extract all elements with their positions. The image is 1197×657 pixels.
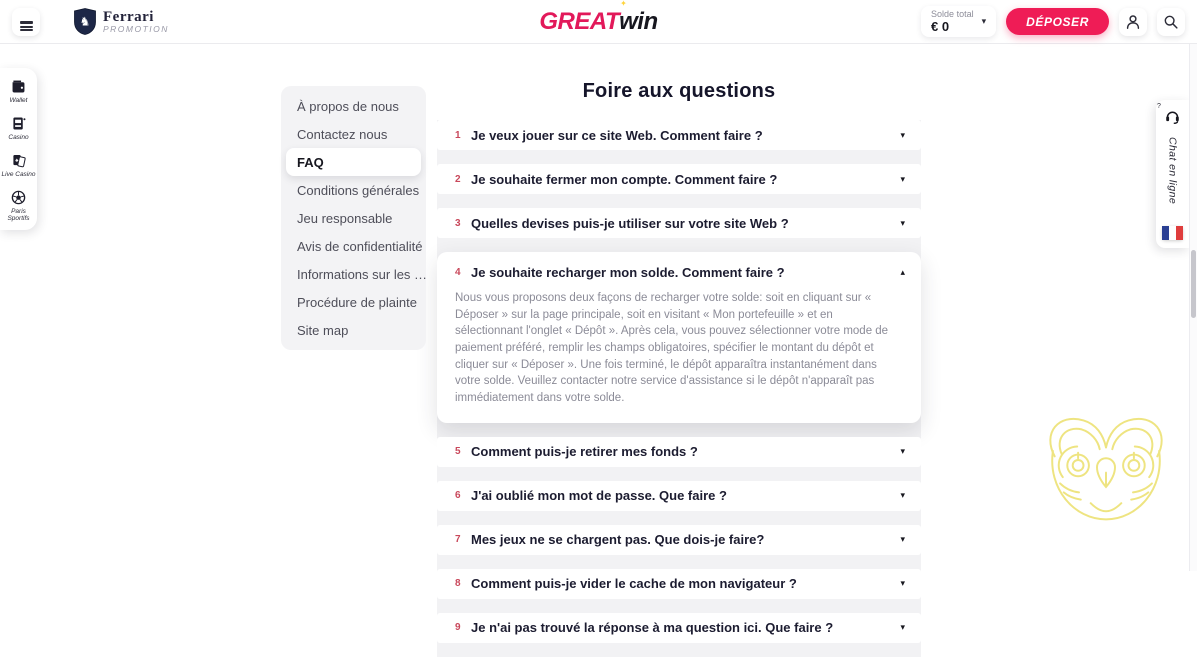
sidebar-item-label: Paris Sportifs xyxy=(7,208,30,222)
caret-down-icon: ▾ xyxy=(981,16,987,26)
sidebar-item-wallet[interactable] xyxy=(10,78,28,104)
brand-subtitle: PROMOTION xyxy=(103,23,169,34)
nav-item[interactable] xyxy=(286,176,421,204)
faq-number: 6 xyxy=(455,490,461,502)
faq-number: 9 xyxy=(455,622,461,634)
chat-badge: ? xyxy=(1157,103,1161,110)
ferrari-shield-icon xyxy=(74,8,96,35)
nav-item[interactable] xyxy=(286,148,421,176)
chevron-icon[interactable] xyxy=(900,535,905,544)
chevron-icon[interactable] xyxy=(900,491,905,500)
sidebar-item-casino[interactable] xyxy=(8,115,28,141)
nav-item-label: Procédure de plainte xyxy=(297,294,417,310)
faq-question: Je n'ai pas trouvé la réponse à ma question ici. Que faire ? xyxy=(471,620,834,636)
info-pages-nav xyxy=(281,86,426,350)
faq-number: 3 xyxy=(455,217,461,229)
balance-value: € 0 xyxy=(931,19,950,34)
nav-item[interactable] xyxy=(286,204,421,232)
balance-dropdown[interactable] xyxy=(921,6,996,37)
nav-item-label: Contactez nous xyxy=(297,126,388,142)
faq-question: Quelles devises puis-je utiliser sur votre site Web ? xyxy=(471,215,789,231)
soccer-ball-icon xyxy=(10,189,27,206)
faq-item xyxy=(437,208,921,238)
faq-question-row[interactable] xyxy=(437,252,921,288)
nav-item[interactable] xyxy=(286,316,421,344)
faq-question: Mes jeux ne se chargent pas. Que dois-je faire? xyxy=(471,532,765,548)
sidebar-item-live-casino[interactable] xyxy=(2,152,36,178)
top-header xyxy=(0,0,1197,44)
faq-item xyxy=(437,120,921,150)
chevron-icon[interactable] xyxy=(900,175,905,184)
nav-item-label: Avis de confidentialité xyxy=(297,238,423,254)
faq-number: 5 xyxy=(455,446,461,458)
faq-question-row[interactable] xyxy=(437,525,921,555)
balance-label: Solde total xyxy=(931,9,974,19)
ferrari-promotion-logo[interactable] xyxy=(74,8,169,35)
headset-support-icon xyxy=(1164,108,1181,125)
owl-watermark-logo xyxy=(1038,406,1174,532)
sidebar-item-label: Casino xyxy=(8,134,29,141)
chevron-icon[interactable] xyxy=(900,131,905,140)
faq-question-row[interactable] xyxy=(437,481,921,511)
language-flag-france[interactable] xyxy=(1162,226,1183,240)
nav-item[interactable] xyxy=(286,120,421,148)
faq-question-row[interactable] xyxy=(437,613,921,643)
chevron-icon[interactable] xyxy=(900,219,905,228)
spark-icon: ✦ xyxy=(620,0,627,8)
page-title: Foire aux questions xyxy=(582,80,776,102)
faq-accordion xyxy=(437,120,921,657)
nav-item[interactable] xyxy=(286,288,421,316)
faq-question: Je veux jouer sur ce site Web. Comment faire ? xyxy=(471,127,763,143)
faq-item xyxy=(437,613,921,643)
horse-icon: ♞ xyxy=(79,14,91,29)
search-button[interactable] xyxy=(1157,8,1185,36)
live-chat-tab[interactable] xyxy=(1156,100,1189,248)
faq-question-row[interactable] xyxy=(437,164,921,194)
nav-item[interactable] xyxy=(286,232,421,260)
faq-question-row[interactable] xyxy=(437,437,921,467)
faq-item xyxy=(437,569,921,599)
search-icon xyxy=(1162,13,1180,31)
svg-text:♠: ♠ xyxy=(15,158,19,165)
faq-question: Je souhaite recharger mon solde. Comment faire ? xyxy=(471,264,785,280)
faq-number: 2 xyxy=(455,173,461,185)
faq-number: 1 xyxy=(455,129,461,141)
faq-question-row[interactable] xyxy=(437,569,921,599)
nav-item[interactable] xyxy=(286,92,421,120)
playing-cards-icon xyxy=(10,152,27,169)
profile-button[interactable] xyxy=(1119,8,1147,36)
faq-item xyxy=(437,481,921,511)
faq-question: Comment puis-je retirer mes fonds ? xyxy=(471,444,698,460)
scrollbar-thumb[interactable] xyxy=(1191,250,1196,318)
sidebar-item-paris-sportifs[interactable] xyxy=(0,189,37,222)
faq-item xyxy=(437,525,921,555)
brand-name: Ferrari xyxy=(103,8,154,25)
greatwin-logo[interactable] xyxy=(539,0,658,36)
faq-item xyxy=(437,164,921,194)
faq-question: Comment puis-je vider le cache de mon navigateur ? xyxy=(471,576,797,592)
faq-question-row[interactable] xyxy=(437,208,921,238)
quick-sidebar xyxy=(0,68,37,230)
nav-item-label: Site map xyxy=(297,322,349,338)
faq-question: Je souhaite fermer mon compte. Comment faire ? xyxy=(471,171,778,187)
nav-item-label: Informations sur les … xyxy=(297,266,428,282)
faq-question: J'ai oublié mon mot de passe. Que faire ? xyxy=(471,488,727,504)
logo-part-win: ✦ win xyxy=(619,0,658,35)
hamburger-menu-button[interactable] xyxy=(12,8,40,36)
nav-item-label: À propos de nous xyxy=(297,98,399,114)
faq-item xyxy=(437,252,921,423)
faq-answer: Nous vous proposons deux façons de recharger votre solde: soit en cliquant sur « Déposer » sur la page principale, soit en visitant « Mon portefeuille » et en sélectionnant l'onglet « Dépôt ». Après cela, vous pouvez sélectionner votre mode de paiement préféré, remplir les champs obligatoires, spécifier le montant du dépôt et cliquer sur « Déposer ». Une fois terminé, le dépôt apparaîtra instantanément dans votre solde. Veuillez contacter notre service d'assistance si le dépôt n'apparaît pas immédiatement dans votre solde. xyxy=(455,292,889,405)
sidebar-item-label: Live Casino xyxy=(1,171,36,178)
faq-number: 4 xyxy=(455,266,461,278)
deposit-button[interactable]: DÉPOSER xyxy=(1006,8,1109,35)
sidebar-item-label: Wallet xyxy=(9,97,28,104)
wallet-icon xyxy=(10,78,27,95)
nav-item-label: Conditions générales xyxy=(297,182,420,198)
chevron-icon[interactable] xyxy=(900,579,905,588)
faq-question-row[interactable] xyxy=(437,120,921,150)
chevron-icon[interactable] xyxy=(900,623,905,632)
faq-item xyxy=(437,437,921,467)
faq-number: 8 xyxy=(455,578,461,590)
hamburger-icon xyxy=(20,21,33,23)
nav-item[interactable] xyxy=(286,260,428,288)
faq-number: 7 xyxy=(455,534,461,546)
chat-label: Chat en ligne xyxy=(1166,137,1179,205)
chevron-icon[interactable] xyxy=(900,447,905,456)
chevron-icon[interactable] xyxy=(900,268,905,277)
slot-machine-icon xyxy=(10,115,27,132)
person-icon xyxy=(1124,13,1142,31)
nav-item-label: FAQ xyxy=(297,154,324,170)
scrollbar-track[interactable] xyxy=(1189,44,1197,571)
nav-item-label: Jeu responsable xyxy=(297,210,393,226)
logo-part-great: GREAT xyxy=(539,7,620,35)
